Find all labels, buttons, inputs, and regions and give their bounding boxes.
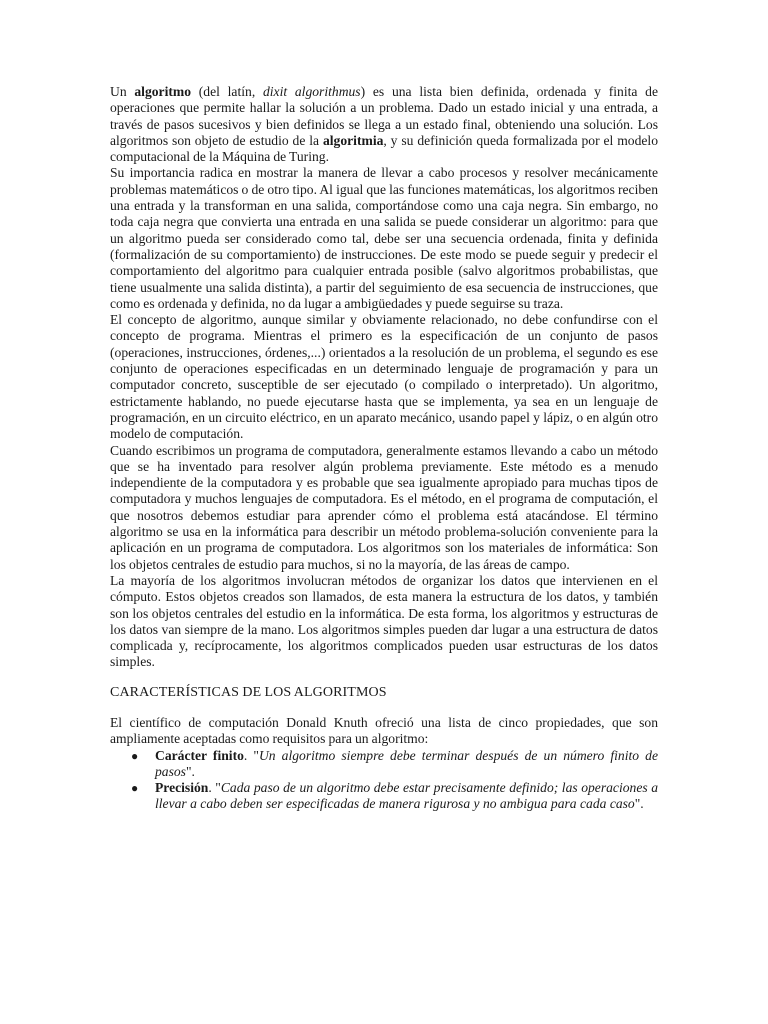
list-item [110,748,658,781]
property-description: Cada paso de un algoritmo debe estar precisamente definido; las operaciones a llevar a cabo deben ser especificadas de manera rigurosa y no ambigua para cada caso [155,780,658,812]
paragraph-data-structures: La mayoría de los algoritmos involucran métodos de organizar los datos que intervienen en el cómputo. Estos objetos creados son llamados, de esta manera la estructura de los datos, y también son los objetos centrales del estudio en la informática. De esta forma, los algoritmos y estructuras de los datos van siempre de la mano. Los algoritmos simples pueden dar lugar a una estructura de datos complicada y, recíprocamente, los algoritmos complicados pueden usar estructuras de los datos simples. [110,572,658,670]
text: . " [208,780,221,796]
document-page [110,84,658,813]
property-name: Precisión [155,780,209,796]
section-heading: CARACTERÍSTICAS DE LOS ALGORITMOS [110,684,387,700]
bullet-icon: ● [131,748,139,763]
text: . " [243,747,259,763]
text: ". [185,763,195,779]
latin-term: dixit algorithmus [262,84,361,99]
paragraph-programs: Cuando escribimos un programa de computadora, generalmente estamos llevando a cabo un método que se ha inventado para resolver algún problema previamente. Este método es a menudo independiente de la computadora y es probable que sea igualmente apropiado para muchas tipos de computadora y muchos lenguajes de computadora. Es el método, en el programa de computación, el que nosotros debemos estudiar para aprender cómo el problema está atacándose. El término algoritmo se usa en la informática para describir un método problema-solución conveniente para la aplicación en un programa de computadora. Los algoritmos son los materiales de informática: Son los objetos centrales de estudio para muchos, si no la mayoría, de las áreas de campo. [110,442,658,572]
paragraph-concept: El concepto de algoritmo, aunque similar y obviamente relacionado, no debe confundirse con el concepto de programa. Mientras el primero es la especificación de un conjunto de pasos (operaciones, instrucciones, órdenes,...) orientados a la resolución de un problema, el segundo es ese conjunto de operaciones especificadas en un determinado lenguaje de programación y para un computador concreto, susceptible de ser ejecutado (o compilado o interpretado). Un algoritmo, estrictamente hablando, no puede ejecutarse hasta que se implementa, ya sea en un lenguaje de programación, en un circuito eléctrico, en un aparato mecánico, usando papel y lápiz, o en algún otro modelo de computación. [110,312,658,442]
text: ". [634,796,644,812]
text: ) es una lista bien definida, ordenada y finita de operaciones que permite hallar la solución a un problema. Dado un estado inicial y una entrada, a través de pasos sucesivos y bien definidos se llega a un estado final, obteniendo una solución. Los algoritmos son objeto de estudio de la [110,84,658,148]
paragraph-definition [110,84,658,165]
list-item [110,780,658,813]
paragraph-knuth-intro: El científico de computación Donald Knuth ofreció una lista de cinco propiedades, que son ampliamente aceptadas como requisitos para un algoritmo: [110,714,658,747]
text: Un [110,84,135,99]
text: (del latín, [191,84,263,99]
term-algoritmo: algoritmo [134,84,192,99]
property-name: Carácter finito [155,747,244,763]
text: , y su definición queda formalizada por el modelo computacional de la Máquina de Turing. [110,132,658,165]
bullet-icon: ● [131,781,139,796]
term-algoritmia: algoritmia [322,132,384,148]
paragraph-importance: Su importancia radica en mostrar la manera de llevar a cabo procesos y resolver mecánicamente problemas matemáticos o de otro tipo. Al igual que las funciones matemáticas, los algoritmos reciben una entrada y la transforman en una salida, comportándose como una caja negra. Sin embargo, no toda caja negra que convierta una entrada en una salida se puede considerar un algoritmo: para que un algoritmo pueda ser considerado como tal, debe ser una secuencia ordenada, finita y definida (formalización de su comportamiento) de instrucciones. De este modo se puede seguir y predecir el comportamiento del algoritmo para cualquier entrada posible (salvo algoritmos probabilistas, que tiene usualmente una salida distinta), a partir del seguimiento de esa secuencia de instrucciones, que como es ordenada y definida, no da lugar a ambigüedades y puede seguirse su traza. [110,165,658,311]
properties-list [110,748,658,813]
property-description: Un algoritmo siempre debe terminar después de un número finito de pasos [155,747,658,779]
